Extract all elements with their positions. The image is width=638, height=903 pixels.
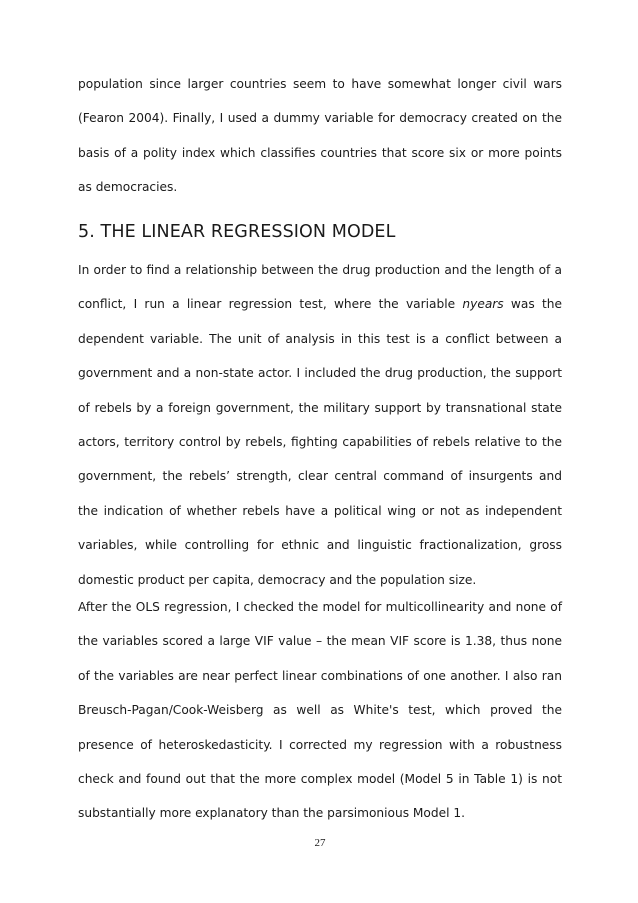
paragraph-regression-model <box>78 253 562 597</box>
paragraph-text-after-variable: was the dependent variable. The unit of analysis in this test is a conflict between a government and a non-state actor. I included the drug production, the support of rebels by a foreign government, the military support by transnational state actors, territory control by rebels, fighting capabilities of rebels relative to the government, the rebels’ strength, clear central command of insurgents and the indication of whether rebels have a political wing or not as independent variables, while controlling for ethnic and linguistic fractionalization, gross domestic product per capita, democracy and the population size. <box>78 297 562 587</box>
variable-name: nyears <box>462 297 504 312</box>
paragraph-intro: population since larger countries seem to have somewhat longer civil wars (Fearon 2004). Finally, I used a dummy variable for democracy created on the basis of a polity index which classifies countries that score six or more points as democracies. <box>78 77 562 195</box>
document-page <box>78 0 562 903</box>
section-heading: 5. THE LINEAR REGRESSION MODEL <box>78 222 396 242</box>
paragraph-text-before-variable: In order to find a relationship between the drug production and the length of a conflict, I run a linear regression test, where the variable <box>78 263 562 312</box>
paragraph-ols-diagnostics: After the OLS regression, I checked the model for multicollinearity and none of the variables scored a large VIF value – the mean VIF score is 1.38, thus none of the variables are near perfect linear combinations of one another. I also ran Breusch-Pagan/Cook-Weisberg as well as White's test, which proved the presence of heteroskedasticity. I corrected my regression with a robustness check and found out that the more complex model (Model 5 in Table 1) is not substantially more explanatory than the parsimonious Model 1. <box>78 600 562 821</box>
page-number: 27 <box>314 837 326 849</box>
